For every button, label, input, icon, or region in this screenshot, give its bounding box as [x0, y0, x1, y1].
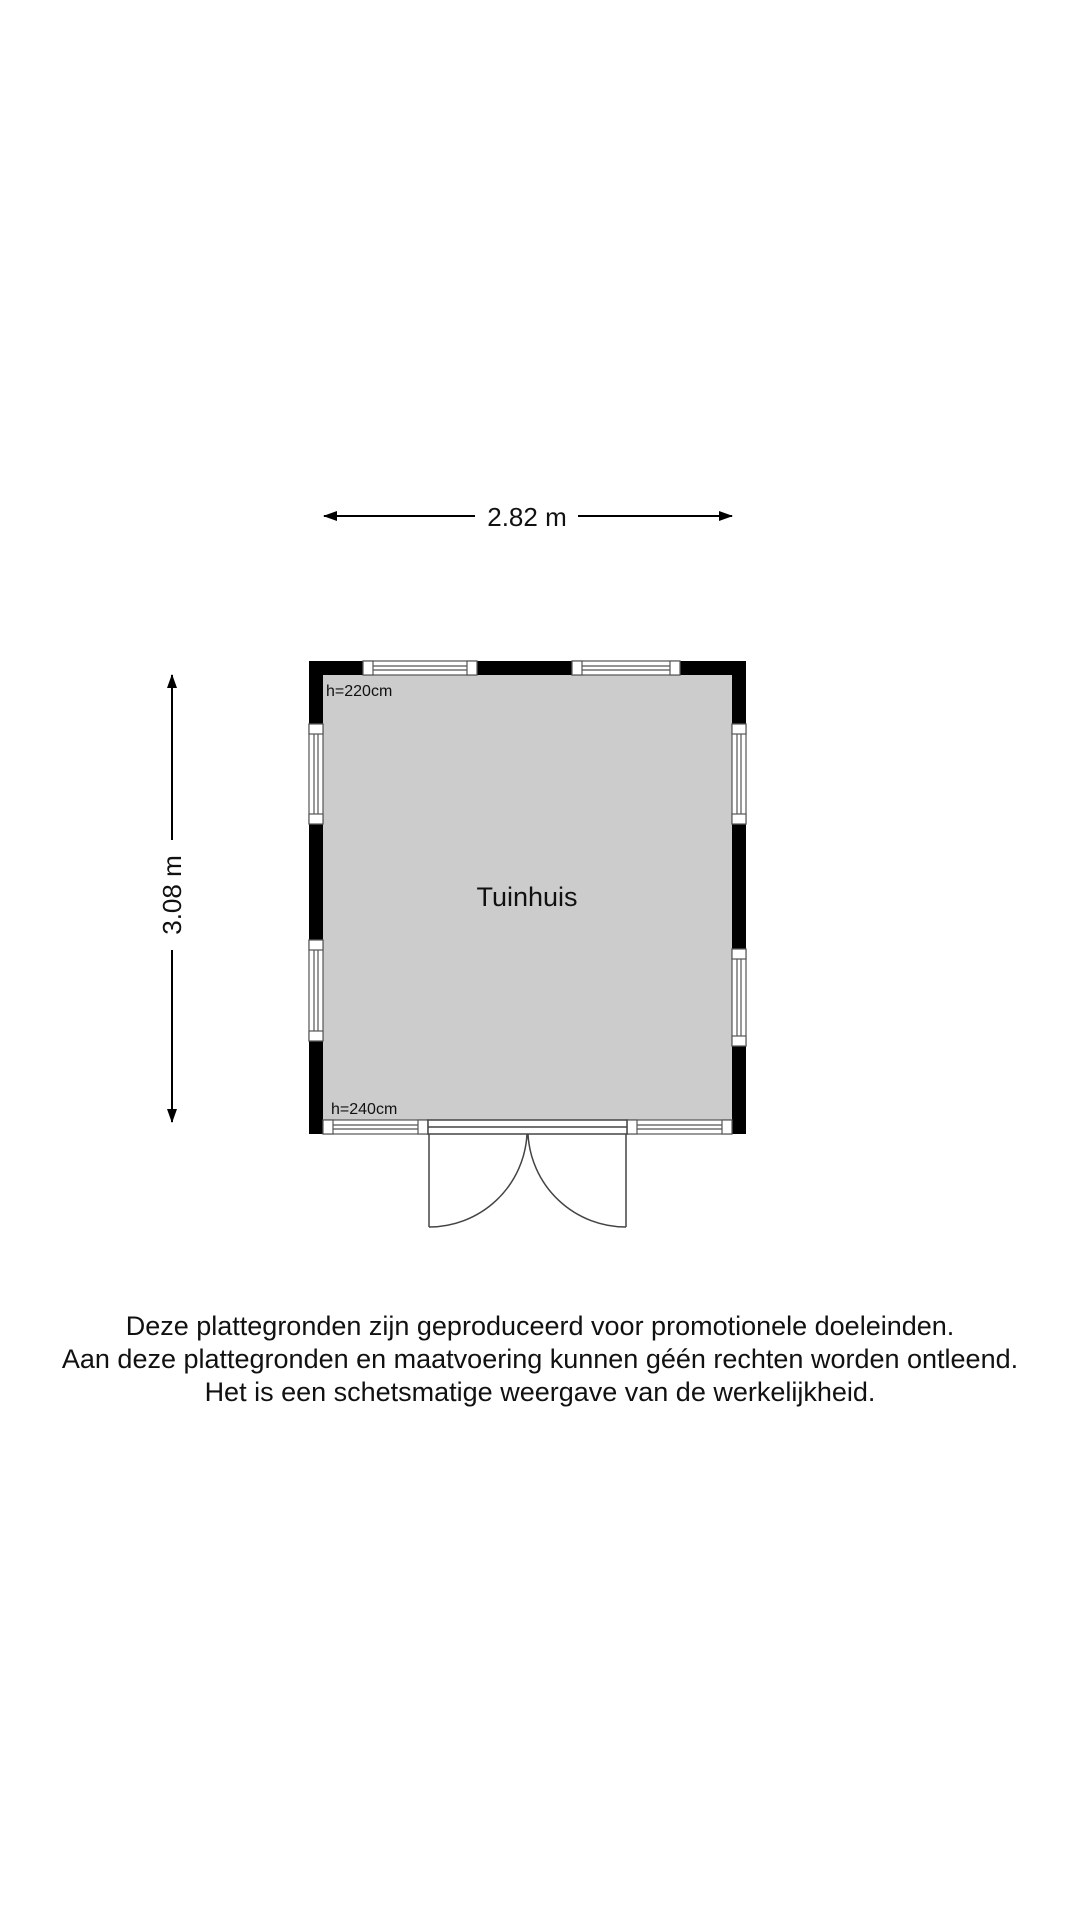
ceiling-height-top: h=220cm	[326, 683, 393, 700]
room-name: Tuinhuis	[476, 882, 578, 912]
window-right-lower	[732, 949, 746, 1046]
window-bottom-right	[627, 1120, 732, 1134]
window-right-upper	[732, 724, 746, 824]
window-left-lower	[309, 940, 323, 1041]
depth-label: 3.08 m	[157, 855, 187, 935]
disclaimer-line-1: Deze plattegronden zijn geproduceerd voor promotionele doeleinden.	[125, 1311, 955, 1341]
window-top-left	[363, 661, 477, 675]
window-bottom-left	[323, 1120, 428, 1134]
double-door	[428, 1120, 627, 1227]
width-dimension	[324, 502, 732, 532]
disclaimer-line-2: Aan deze plattegronden en maatvoering kunnen géén rechten worden ontleend.	[61, 1344, 1019, 1374]
window-left-upper	[309, 724, 323, 824]
depth-dimension	[157, 675, 187, 1122]
disclaimer	[0, 1310, 1080, 1409]
ceiling-height-bottom: h=240cm	[331, 1101, 398, 1118]
window-top-right	[572, 661, 680, 675]
disclaimer-line-3: Het is een schetsmatige weergave van de werkelijkheid.	[204, 1377, 876, 1407]
width-label: 2.82 m	[487, 502, 567, 532]
